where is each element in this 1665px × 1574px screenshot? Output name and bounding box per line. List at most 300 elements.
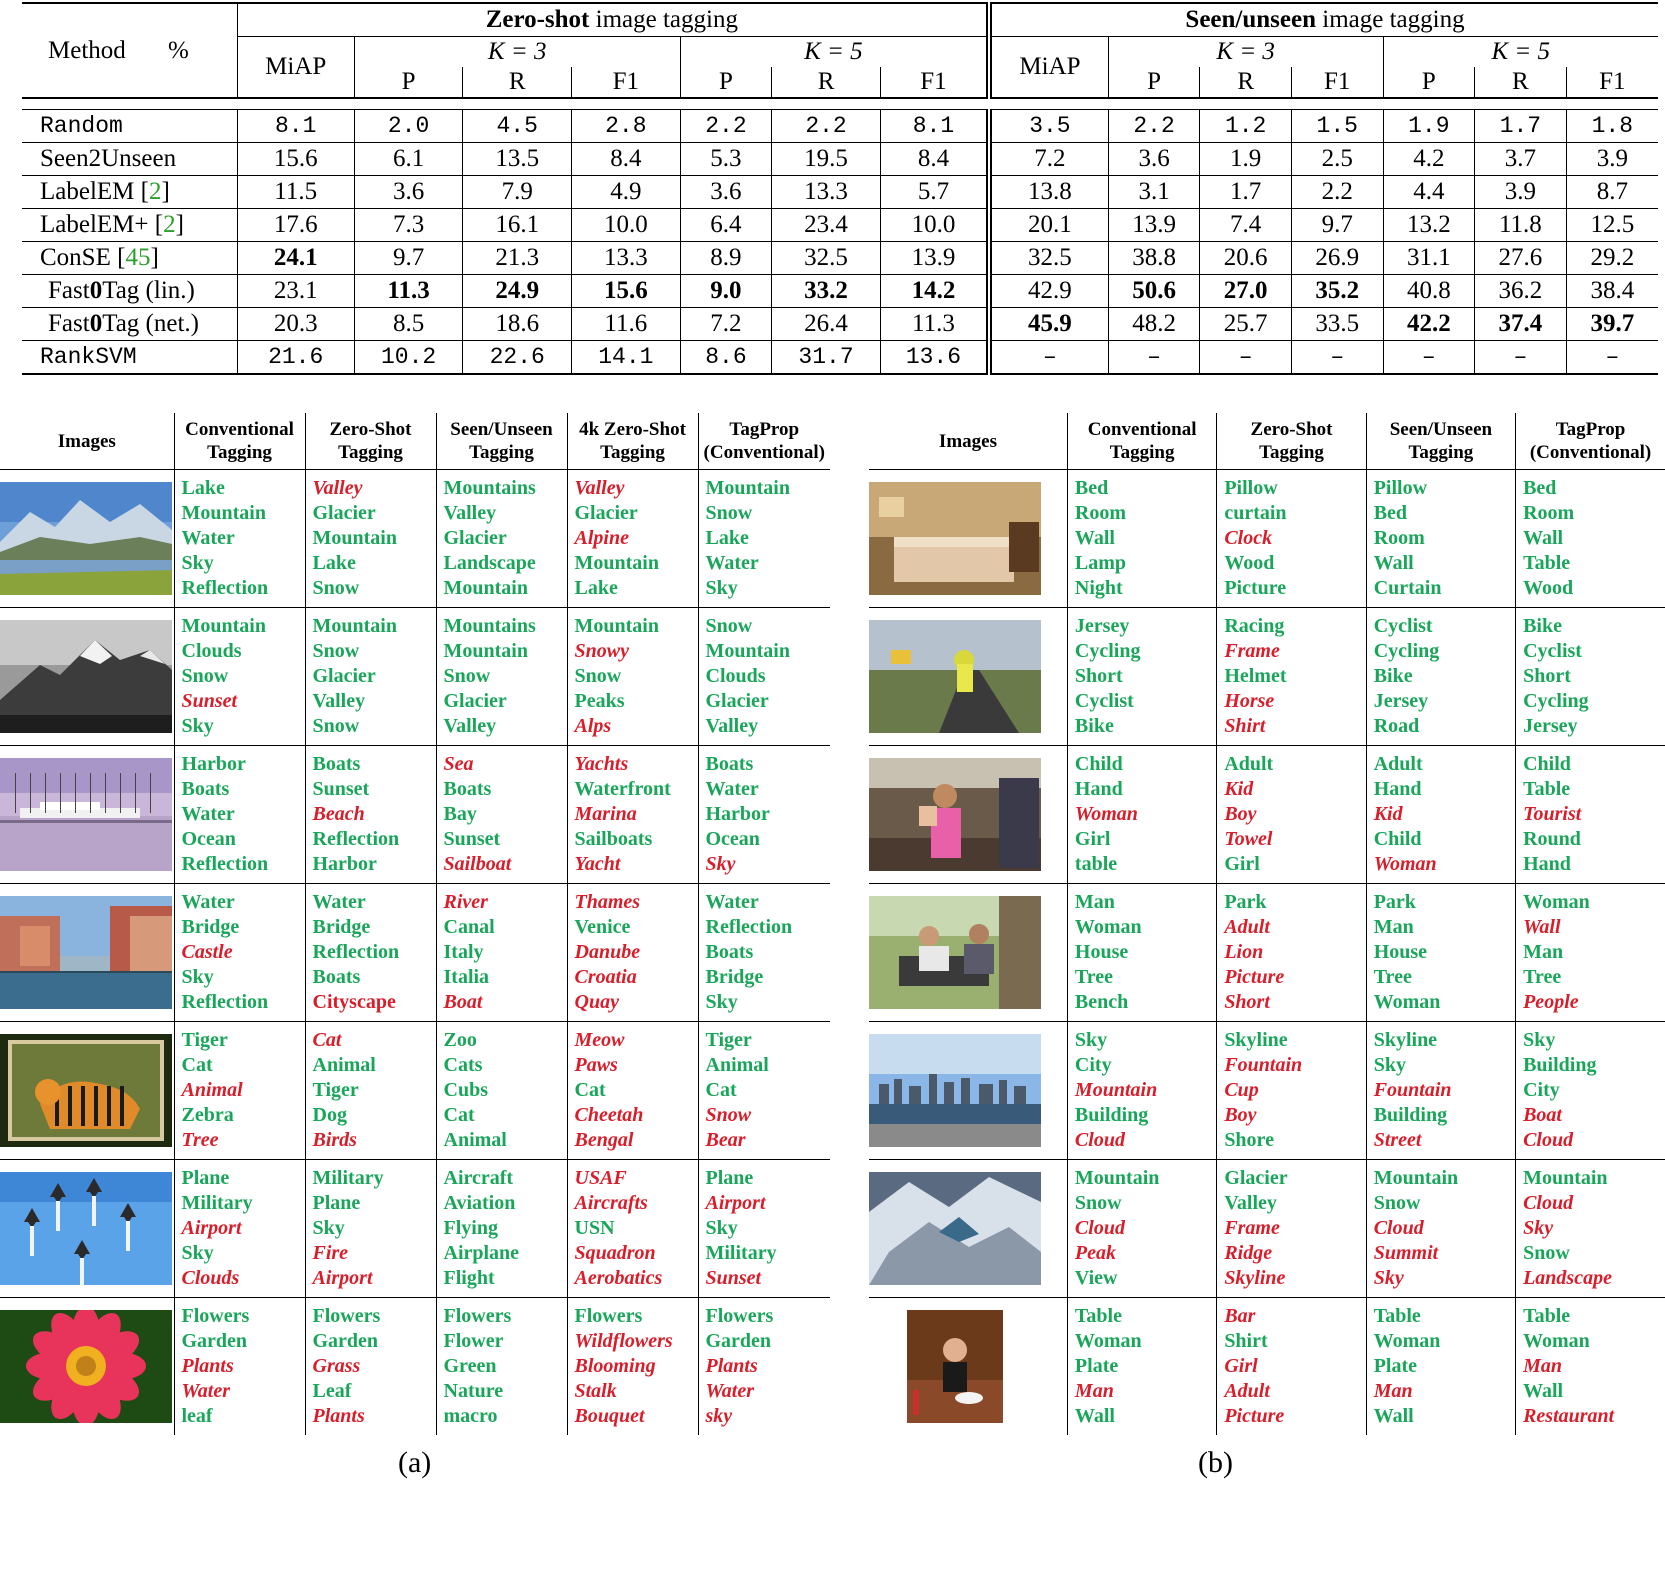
- correct-tag: Harbor: [312, 853, 377, 875]
- correct-tag: Water: [181, 891, 235, 913]
- correct-tag: Table: [1523, 778, 1571, 800]
- value-cell: 23.4: [772, 209, 881, 242]
- correct-tag: Cycling: [1074, 640, 1141, 662]
- incorrect-tag: Woman: [1074, 803, 1138, 825]
- table-row: [22, 275, 1658, 308]
- value-cell: 6.4: [680, 209, 772, 242]
- correct-tag: Cyclist: [1373, 615, 1433, 637]
- correct-tag: Snow: [1074, 1192, 1122, 1214]
- incorrect-tag: Ridge: [1224, 1242, 1273, 1264]
- correct-tag: Room: [1074, 502, 1127, 524]
- value-cell: 4.5: [463, 110, 572, 143]
- incorrect-tag: Sky: [1523, 1217, 1554, 1239]
- correct-tag: Road: [1373, 715, 1420, 737]
- example-row: [869, 1022, 1665, 1160]
- citation-link[interactable]: 2: [163, 211, 176, 238]
- correct-tag: Plate: [1373, 1355, 1418, 1377]
- correct-tag: Glacier: [312, 665, 376, 687]
- example-row: [869, 746, 1665, 884]
- correct-tag: Water: [705, 552, 759, 574]
- tag-list: [305, 608, 436, 746]
- correct-tag: Reflection: [181, 577, 269, 599]
- correct-tag: Curtain: [1373, 577, 1442, 599]
- correct-tag: Reflection: [312, 828, 400, 850]
- correct-tag: Bike: [1523, 615, 1562, 637]
- images-header: Images: [869, 413, 1067, 470]
- value-cell: 7.2: [989, 143, 1108, 176]
- incorrect-tag: Water: [181, 1380, 231, 1402]
- correct-tag: Garden: [181, 1330, 248, 1352]
- tiger-painting: [0, 1034, 172, 1147]
- bw-mountain-photo: [0, 620, 172, 733]
- incorrect-tag: Woman: [1373, 853, 1437, 875]
- incorrect-tag: Birds: [312, 1129, 357, 1151]
- p-header: P: [1383, 67, 1475, 98]
- incorrect-tag: Clock: [1224, 527, 1273, 549]
- example-row: [869, 608, 1665, 746]
- correct-tag: Valley: [443, 502, 497, 524]
- correct-tag: Lake: [181, 477, 225, 499]
- value-cell: 24.9: [463, 275, 572, 308]
- skyline-photo: [869, 1034, 1041, 1147]
- correct-tag: Cat: [181, 1054, 213, 1076]
- column-header: Conventional Tagging: [174, 413, 305, 470]
- park-bench-photo: [869, 896, 1041, 1009]
- value-cell: 4.4: [1383, 176, 1475, 209]
- k5-header-su: [1383, 37, 1658, 68]
- value-cell: 27.0: [1200, 275, 1292, 308]
- incorrect-tag: Cloud: [1074, 1217, 1125, 1239]
- value-cell: 7.3: [354, 209, 463, 242]
- value-cell: 37.4: [1475, 308, 1567, 341]
- correct-tag: Mountain: [705, 477, 790, 499]
- value-cell: 8.4: [880, 143, 989, 176]
- incorrect-tag: Aerobatics: [574, 1267, 663, 1289]
- incorrect-tag: Danube: [574, 941, 641, 963]
- incorrect-tag: Bengal: [574, 1129, 634, 1151]
- correct-tag: Man: [1373, 916, 1414, 938]
- value-cell: 6.1: [354, 143, 463, 176]
- incorrect-tag: Frame: [1224, 640, 1280, 662]
- correct-tag: Picture: [1224, 577, 1287, 599]
- value-cell: 13.9: [1108, 209, 1200, 242]
- tag-list: [698, 1022, 830, 1160]
- value-cell: 13.3: [572, 242, 681, 275]
- tag-list: [305, 746, 436, 884]
- seen-unseen-header: [989, 3, 1658, 37]
- incorrect-tag: Picture: [1224, 966, 1285, 988]
- correct-tag: Tiger: [705, 1029, 752, 1051]
- correct-tag: Mountain: [181, 615, 266, 637]
- incorrect-tag: Boy: [1224, 803, 1257, 825]
- value-cell: 3.6: [354, 176, 463, 209]
- citation-link[interactable]: 45: [125, 244, 151, 271]
- f1-header: F1: [1291, 67, 1383, 98]
- correct-tag: Jersey: [1074, 615, 1130, 637]
- correct-tag: Dog: [312, 1104, 347, 1126]
- correct-tag: Snow: [181, 665, 229, 687]
- zero-shot-header: [237, 3, 989, 37]
- correct-tag: Military: [705, 1242, 777, 1264]
- value-cell: 3.6: [680, 176, 772, 209]
- correct-tag: Bridge: [181, 916, 240, 938]
- value-cell: 32.5: [772, 242, 881, 275]
- correct-tag: House: [1074, 941, 1129, 963]
- tag-list: [567, 470, 698, 608]
- correct-tag: Wall: [1373, 552, 1414, 574]
- value-cell: 13.2: [1383, 209, 1475, 242]
- value-cell: 8.9: [680, 242, 772, 275]
- correct-tag: Sky: [1074, 1029, 1108, 1051]
- correct-tag: Mountains: [443, 615, 536, 637]
- incorrect-tag: Grass: [312, 1355, 361, 1377]
- incorrect-tag: Fountain: [1224, 1054, 1303, 1076]
- aerial-mountain-photo: [869, 1172, 1041, 1285]
- correct-tag: Racing: [1224, 615, 1285, 637]
- value-cell: 13.3: [772, 176, 881, 209]
- tag-list: [436, 884, 567, 1022]
- correct-tag: Tree: [1373, 966, 1412, 988]
- tag-list: [567, 884, 698, 1022]
- example-row: [869, 470, 1665, 608]
- correct-tag: Snow: [312, 577, 360, 599]
- value-cell: –: [1566, 341, 1658, 375]
- value-cell: 23.1: [237, 275, 354, 308]
- correct-tag: USN: [574, 1217, 615, 1239]
- value-cell: 2.2: [1291, 176, 1383, 209]
- method-name-text: ConSE: [40, 244, 118, 271]
- incorrect-tag: Stalk: [574, 1380, 617, 1402]
- table-row: [22, 143, 1658, 176]
- correct-tag: Bridge: [705, 966, 764, 988]
- correct-tag: Wall: [1523, 1380, 1564, 1402]
- example-image-cell: [0, 1160, 174, 1298]
- tag-list: [1067, 746, 1216, 884]
- incorrect-tag: Boy: [1224, 1104, 1257, 1126]
- p-header: P: [354, 67, 463, 98]
- citation-link[interactable]: 2: [149, 178, 162, 205]
- correct-tag: Sky: [181, 715, 214, 737]
- method-name-text: RankSVM: [40, 344, 137, 370]
- flower-photo: [0, 1310, 172, 1423]
- example-row: [0, 1298, 830, 1436]
- correct-tag: Hand: [1523, 853, 1571, 875]
- correct-tag: Wall: [1523, 527, 1564, 549]
- example-row: [869, 884, 1665, 1022]
- value-cell: 3.7: [1475, 143, 1567, 176]
- correct-tag: Canal: [443, 916, 495, 938]
- value-cell: 1.7: [1475, 110, 1567, 143]
- correct-tag: Plate: [1074, 1355, 1119, 1377]
- value-cell: 8.7: [1566, 176, 1658, 209]
- value-cell: –: [1108, 341, 1200, 375]
- table-row: [22, 176, 1658, 209]
- incorrect-tag: Peak: [1074, 1242, 1117, 1264]
- tag-list: [1067, 884, 1216, 1022]
- f1-header: F1: [880, 67, 989, 98]
- correct-tag: Lake: [574, 577, 618, 599]
- zero-shot-title: Zero-shot: [485, 6, 590, 33]
- correct-tag: Sky: [181, 552, 214, 574]
- value-cell: 9.7: [354, 242, 463, 275]
- table-row: [22, 308, 1658, 341]
- correct-tag: Bridge: [312, 916, 371, 938]
- lake-mountain-photo: [0, 482, 172, 595]
- correct-tag: Water: [181, 803, 235, 825]
- incorrect-tag: Landscape: [1523, 1267, 1612, 1289]
- correct-tag: Mountain: [705, 640, 790, 662]
- correct-tag: Mountain: [1074, 1167, 1160, 1189]
- correct-tag: Plane: [312, 1192, 361, 1214]
- incorrect-tag: Kid: [1373, 803, 1403, 825]
- value-cell: 11.3: [354, 275, 463, 308]
- correct-tag: Glacier: [443, 690, 507, 712]
- value-cell: 8.1: [237, 110, 354, 143]
- zero-shot-title-rest: image tagging: [589, 6, 738, 33]
- harbor-boats-photo: [0, 758, 172, 871]
- correct-tag: Woman: [1373, 991, 1441, 1013]
- column-header: 4k Zero-Shot Tagging: [567, 413, 698, 470]
- incorrect-tag: Wildflowers: [574, 1330, 673, 1352]
- example-row: [0, 884, 830, 1022]
- correct-tag: Sky: [705, 1217, 738, 1239]
- value-cell: 50.6: [1108, 275, 1200, 308]
- incorrect-tag: Airport: [705, 1192, 766, 1214]
- tag-list: [698, 884, 830, 1022]
- incorrect-tag: Paws: [574, 1054, 618, 1076]
- correct-tag: Wall: [1074, 1405, 1115, 1427]
- correct-tag: Military: [181, 1192, 253, 1214]
- correct-tag: Venice: [574, 916, 631, 938]
- correct-tag: Mountain: [1373, 1167, 1459, 1189]
- correct-tag: Garden: [705, 1330, 772, 1352]
- correct-tag: Table: [1523, 1305, 1571, 1327]
- correct-tag: Adult: [1373, 753, 1423, 775]
- r-header: R: [1475, 67, 1567, 98]
- value-cell: 18.6: [463, 308, 572, 341]
- incorrect-tag: Fountain: [1373, 1079, 1452, 1101]
- column-header: Seen/Unseen Tagging: [436, 413, 567, 470]
- results-table: [22, 2, 1658, 375]
- value-cell: 5.7: [880, 176, 989, 209]
- tag-list: [436, 470, 567, 608]
- correct-tag: Cycling: [1523, 690, 1589, 712]
- value-cell: 16.1: [463, 209, 572, 242]
- value-cell: 8.5: [354, 308, 463, 341]
- value-cell: –: [1475, 341, 1567, 375]
- example-image-cell: [0, 1298, 174, 1436]
- tag-grid-a: [0, 413, 830, 1435]
- correct-tag: Room: [1373, 527, 1425, 549]
- correct-tag: Ocean: [181, 828, 236, 850]
- correct-tag: Reflection: [312, 941, 400, 963]
- correct-tag: Green: [443, 1355, 497, 1377]
- correct-tag: Bed: [1523, 477, 1557, 499]
- correct-tag: Clouds: [705, 665, 766, 687]
- incorrect-tag: Frame: [1224, 1217, 1280, 1239]
- correct-tag: Water: [705, 778, 759, 800]
- incorrect-tag: Alps: [574, 715, 612, 737]
- correct-tag: Bay: [443, 803, 477, 825]
- incorrect-tag: Sailboat: [443, 853, 512, 875]
- tag-list: [1067, 1160, 1216, 1298]
- incorrect-tag: Adult: [1224, 916, 1270, 938]
- tag-list: [567, 1022, 698, 1160]
- value-cell: 13.9: [880, 242, 989, 275]
- correct-tag: Adult: [1224, 753, 1274, 775]
- tag-list: [1516, 1160, 1665, 1298]
- correct-tag: Woman: [1074, 1330, 1142, 1352]
- correct-tag: Flying: [443, 1217, 498, 1239]
- tag-list: [1217, 1160, 1366, 1298]
- incorrect-tag: Valley: [312, 477, 363, 499]
- seen-unseen-title-rest: image tagging: [1316, 6, 1465, 33]
- tag-list: [174, 1298, 305, 1436]
- tag-list: [1217, 470, 1366, 608]
- correct-tag: Lake: [312, 552, 356, 574]
- value-cell: 3.6: [1108, 143, 1200, 176]
- incorrect-tag: Snow: [705, 1104, 752, 1126]
- correct-tag: Snow: [705, 615, 753, 637]
- correct-tag: Harbor: [181, 753, 246, 775]
- incorrect-tag: Cat: [312, 1029, 342, 1051]
- value-cell: 8.1: [880, 110, 989, 143]
- correct-tag: Girl: [1224, 853, 1260, 875]
- correct-tag: Glacier: [312, 502, 376, 524]
- correct-tag: Water: [705, 891, 759, 913]
- value-cell: 45.9: [989, 308, 1108, 341]
- value-cell: 9.7: [1291, 209, 1383, 242]
- correct-tag: Flowers: [574, 1305, 643, 1327]
- value-cell: 2.2: [772, 110, 881, 143]
- correct-tag: Boats: [705, 753, 754, 775]
- value-cell: 13.8: [989, 176, 1108, 209]
- value-cell: 10.2: [354, 341, 463, 375]
- correct-tag: Glacier: [443, 527, 507, 549]
- value-cell: 22.6: [463, 341, 572, 375]
- correct-tag: Cycling: [1373, 640, 1440, 662]
- value-cell: 10.0: [880, 209, 989, 242]
- example-row: [0, 746, 830, 884]
- correct-tag: Room: [1523, 502, 1575, 524]
- correct-tag: Snow: [1523, 1242, 1570, 1264]
- correct-tag: macro: [443, 1405, 498, 1427]
- value-cell: 1.9: [1200, 143, 1292, 176]
- tag-list: [174, 470, 305, 608]
- incorrect-tag: Cityscape: [312, 991, 396, 1013]
- correct-tag: Building: [1373, 1104, 1448, 1126]
- correct-tag: Cat: [574, 1079, 606, 1101]
- correct-tag: Tree: [1523, 966, 1562, 988]
- value-cell: 3.9: [1566, 143, 1658, 176]
- value-cell: 11.6: [572, 308, 681, 341]
- value-cell: 13.5: [463, 143, 572, 176]
- correct-tag: Airplane: [443, 1242, 520, 1264]
- example-row: [0, 608, 830, 746]
- method-name: LabelEM+ [2]: [22, 209, 237, 242]
- incorrect-tag: Squadron: [574, 1242, 656, 1264]
- incorrect-tag: Cloud: [1523, 1192, 1574, 1214]
- tag-list: [1217, 1298, 1366, 1436]
- incorrect-tag: Boat: [1523, 1104, 1562, 1126]
- incorrect-tag: Plants: [705, 1355, 758, 1377]
- correct-tag: Nature: [443, 1380, 504, 1402]
- value-cell: 14.1: [572, 341, 681, 375]
- value-cell: 3.9: [1475, 176, 1567, 209]
- tag-list: [436, 1022, 567, 1160]
- correct-tag: Waterfront: [574, 778, 671, 800]
- correct-tag: Glacier: [574, 502, 638, 524]
- incorrect-tag: Meow: [574, 1029, 625, 1051]
- incorrect-tag: Towel: [1224, 828, 1273, 850]
- incorrect-tag: Bear: [705, 1129, 746, 1151]
- correct-tag: Round: [1523, 828, 1581, 850]
- correct-tag: Table: [1074, 1305, 1122, 1327]
- correct-tag: Peaks: [574, 690, 625, 712]
- miap-header-su: MiAP: [989, 37, 1108, 99]
- correct-tag: Leaf: [312, 1380, 352, 1402]
- tag-list: [567, 1298, 698, 1436]
- correct-tag: Reflection: [705, 916, 793, 938]
- correct-tag: Sky: [1373, 1054, 1406, 1076]
- incorrect-tag: Man: [1523, 1355, 1562, 1377]
- correct-tag: leaf: [181, 1405, 213, 1427]
- correct-tag: Animal: [312, 1054, 376, 1076]
- value-cell: 1.5: [1291, 110, 1383, 143]
- cyclist-photo: [869, 620, 1041, 733]
- incorrect-tag: Yachts: [574, 753, 629, 775]
- tag-list: [1067, 1298, 1216, 1436]
- correct-tag: Flowers: [705, 1305, 774, 1327]
- correct-tag: Tiger: [181, 1029, 228, 1051]
- venice-canal-photo: [0, 896, 172, 1009]
- correct-tag: Snow: [1373, 1192, 1421, 1214]
- caption-a: (a): [398, 1446, 432, 1479]
- value-cell: 39.7: [1566, 308, 1658, 341]
- correct-tag: Sky: [705, 991, 738, 1013]
- correct-tag: Woman: [1523, 891, 1590, 913]
- tag-list: [436, 608, 567, 746]
- correct-tag: Park: [1373, 891, 1416, 913]
- correct-tag: Sky: [1523, 1029, 1556, 1051]
- correct-tag: Sunset: [443, 828, 501, 850]
- correct-tag: Tree: [1074, 966, 1114, 988]
- value-cell: 15.6: [572, 275, 681, 308]
- table-row: [22, 242, 1658, 275]
- correct-tag: Valley: [705, 715, 759, 737]
- table-row: [22, 341, 1658, 375]
- incorrect-tag: Blooming: [574, 1355, 656, 1377]
- example-image-cell: [869, 1160, 1067, 1298]
- correct-tag: Pillow: [1224, 477, 1278, 499]
- value-cell: 7.4: [1200, 209, 1292, 242]
- correct-tag: Helmet: [1224, 665, 1287, 687]
- value-cell: 8.4: [572, 143, 681, 176]
- incorrect-tag: Wall: [1523, 916, 1561, 938]
- column-header: TagProp (Conventional): [698, 413, 830, 470]
- correct-tag: Mountain: [443, 577, 528, 599]
- correct-tag: Child: [1074, 753, 1123, 775]
- value-cell: 2.2: [680, 110, 772, 143]
- value-cell: 9.0: [680, 275, 772, 308]
- tag-list: [436, 1298, 567, 1436]
- incorrect-tag: Shirt: [1224, 715, 1266, 737]
- value-cell: 1.9: [1383, 110, 1475, 143]
- k3-header-su: [1108, 37, 1383, 68]
- correct-tag: Tiger: [312, 1079, 359, 1101]
- tag-list: [1516, 884, 1665, 1022]
- column-header: TagProp (Conventional): [1516, 413, 1665, 470]
